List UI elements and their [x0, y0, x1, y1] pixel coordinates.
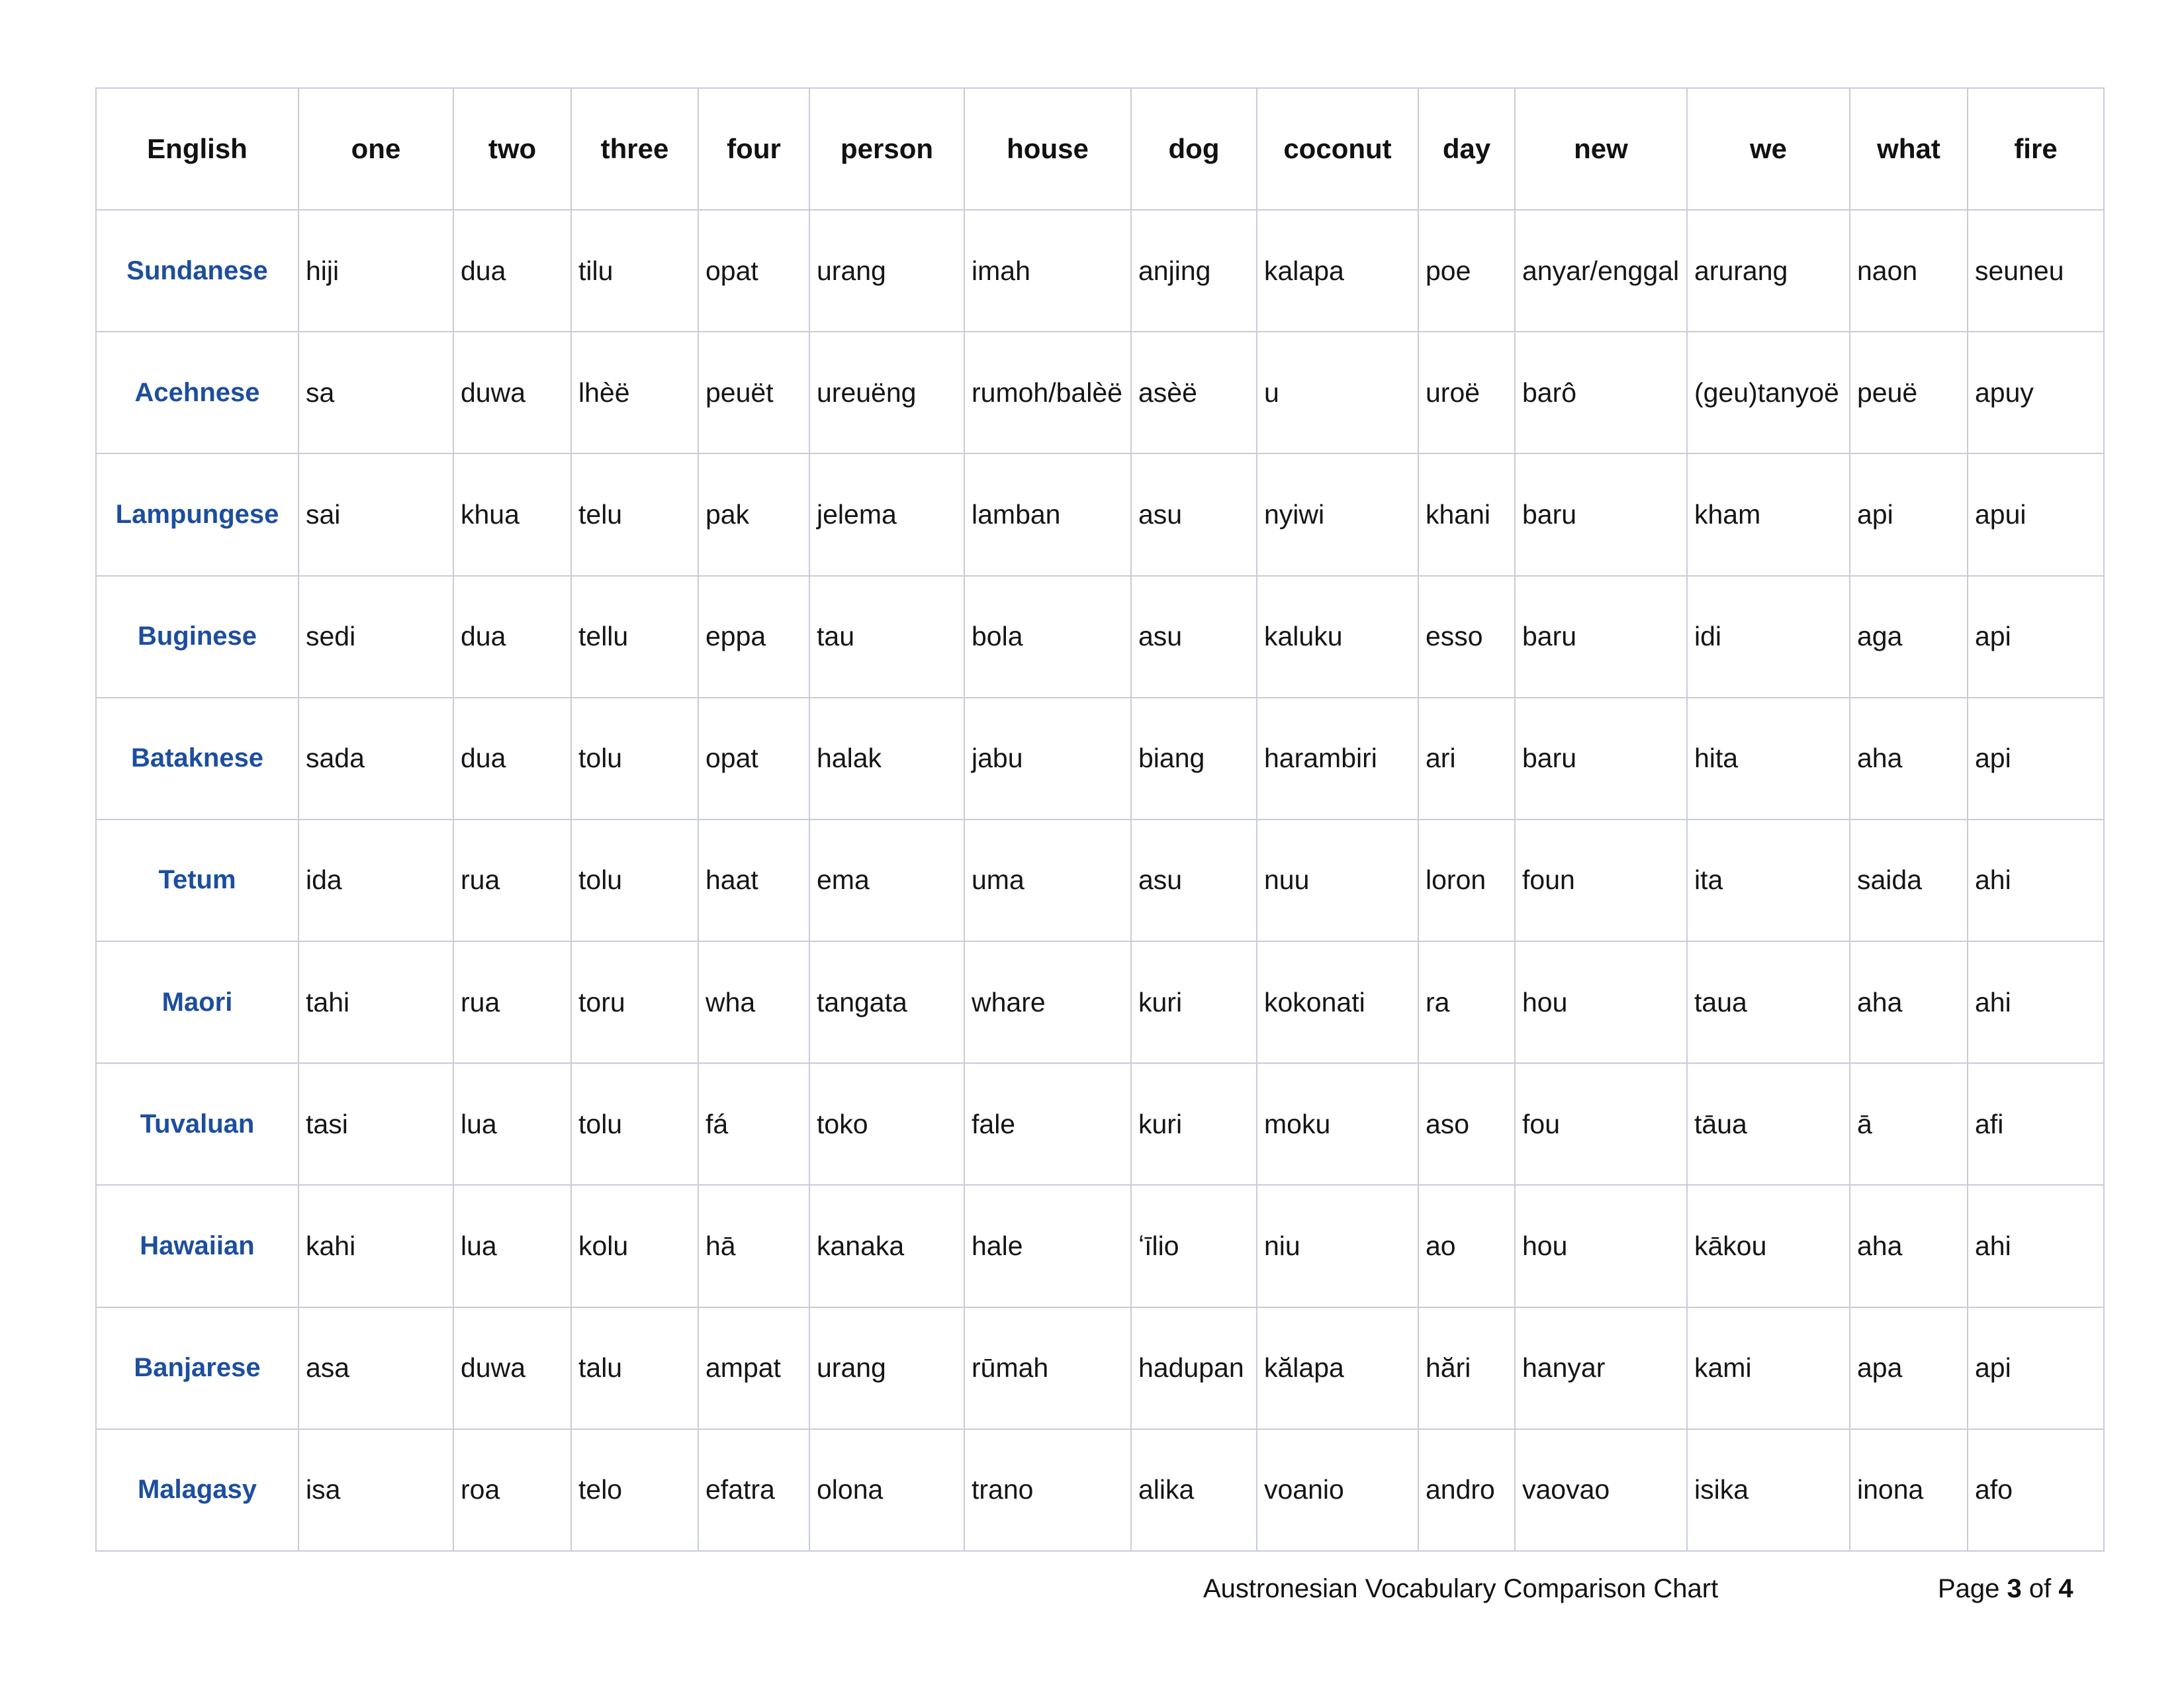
word-cell: voanio [1257, 1429, 1418, 1551]
table-row [96, 576, 2104, 698]
word-cell: eppa [698, 576, 809, 698]
footer-title: Austronesian Vocabulary Comparison Chart [1203, 1574, 1719, 1603]
table-body [96, 210, 2104, 1551]
word-cell: niu [1257, 1185, 1418, 1307]
word-cell: trano [964, 1429, 1131, 1551]
word-cell: asa [298, 1307, 453, 1429]
header-language-column: English [96, 88, 298, 210]
word-cell: ʻīlio [1131, 1185, 1257, 1307]
word-cell: dua [453, 576, 571, 698]
word-cell: inona [1850, 1429, 1968, 1551]
word-cell: urang [809, 210, 964, 332]
word-cell: tolu [571, 820, 698, 941]
word-cell: ra [1418, 941, 1515, 1063]
word-cell: asu [1131, 820, 1257, 941]
word-cell: baru [1515, 698, 1687, 820]
word-cell: asu [1131, 453, 1257, 575]
word-cell: ahi [1968, 941, 2104, 1063]
header-cell: day [1418, 88, 1515, 210]
word-cell: sa [298, 332, 453, 453]
header-cell: what [1850, 88, 1968, 210]
word-cell: tilu [571, 210, 698, 332]
word-cell: moku [1257, 1063, 1418, 1185]
word-cell: alika [1131, 1429, 1257, 1551]
word-cell: wha [698, 941, 809, 1063]
word-cell: api [1850, 453, 1968, 575]
word-cell: lhèë [571, 332, 698, 453]
word-cell: dua [453, 698, 571, 820]
word-cell: hā [698, 1185, 809, 1307]
header-cell: person [809, 88, 964, 210]
word-cell: asu [1131, 576, 1257, 698]
word-cell: poe [1418, 210, 1515, 332]
table-header [96, 88, 2104, 210]
word-cell: baru [1515, 576, 1687, 698]
header-cell: new [1515, 88, 1687, 210]
header-cell: dog [1131, 88, 1257, 210]
word-cell: tolu [571, 698, 698, 820]
word-cell: sada [298, 698, 453, 820]
header-cell: three [571, 88, 698, 210]
word-cell: apa [1850, 1307, 1968, 1429]
word-cell: peuët [698, 332, 809, 453]
word-cell: tasi [298, 1063, 453, 1185]
language-label: Sundanese [96, 210, 298, 332]
word-cell: fá [698, 1063, 809, 1185]
word-cell: ā [1850, 1063, 1968, 1185]
word-cell: kuri [1131, 941, 1257, 1063]
word-cell: seuneu [1968, 210, 2104, 332]
word-cell: uma [964, 820, 1131, 941]
table-row [96, 210, 2104, 332]
word-cell: saida [1850, 820, 1968, 941]
word-cell: ari [1418, 698, 1515, 820]
word-cell: efatra [698, 1429, 809, 1551]
header-cell: one [298, 88, 453, 210]
word-cell: tahi [298, 941, 453, 1063]
header-cell: coconut [1257, 88, 1418, 210]
word-cell: idi [1687, 576, 1850, 698]
language-label: Buginese [96, 576, 298, 698]
word-cell: tāua [1687, 1063, 1850, 1185]
header-cell: house [964, 88, 1131, 210]
word-cell: tau [809, 576, 964, 698]
word-cell: isa [298, 1429, 453, 1551]
word-cell: hita [1687, 698, 1850, 820]
word-cell: kham [1687, 453, 1850, 575]
word-cell: talu [571, 1307, 698, 1429]
word-cell: olona [809, 1429, 964, 1551]
word-cell: fale [964, 1063, 1131, 1185]
word-cell: pak [698, 453, 809, 575]
word-cell: api [1968, 576, 2104, 698]
word-cell: hou [1515, 941, 1687, 1063]
word-cell: sai [298, 453, 453, 575]
word-cell: tangata [809, 941, 964, 1063]
word-cell: tellu [571, 576, 698, 698]
word-cell: api [1968, 698, 2104, 820]
word-cell: aha [1850, 941, 1968, 1063]
word-cell: telu [571, 453, 698, 575]
word-cell: rua [453, 820, 571, 941]
word-cell: lamban [964, 453, 1131, 575]
word-cell: baru [1515, 453, 1687, 575]
word-cell: kălapa [1257, 1307, 1418, 1429]
page-total: 4 [2058, 1574, 2073, 1603]
word-cell: afi [1968, 1063, 2104, 1185]
word-cell: api [1968, 1307, 2104, 1429]
word-cell: naon [1850, 210, 1968, 332]
word-cell: rumoh/balèë [964, 332, 1131, 453]
word-cell: jelema [809, 453, 964, 575]
word-cell: telo [571, 1429, 698, 1551]
word-cell: nyiwi [1257, 453, 1418, 575]
table-row [96, 1185, 2104, 1307]
page-indicator [1938, 1574, 2073, 1604]
word-cell: hiji [298, 210, 453, 332]
table-row [96, 453, 2104, 575]
language-label: Bataknese [96, 698, 298, 820]
table-row [96, 1307, 2104, 1429]
word-cell: urang [809, 1307, 964, 1429]
word-cell: isika [1687, 1429, 1850, 1551]
word-cell: anyar/enggal [1515, 210, 1687, 332]
word-cell: khua [453, 453, 571, 575]
word-cell: rūmah [964, 1307, 1131, 1429]
word-cell: harambiri [1257, 698, 1418, 820]
table-row [96, 1063, 2104, 1185]
word-cell: lua [453, 1185, 571, 1307]
word-cell: apuy [1968, 332, 2104, 453]
header-cell: two [453, 88, 571, 210]
word-cell: imah [964, 210, 1131, 332]
word-cell: jabu [964, 698, 1131, 820]
table-row [96, 941, 2104, 1063]
header-cell: four [698, 88, 809, 210]
word-cell: tolu [571, 1063, 698, 1185]
word-cell: kahi [298, 1185, 453, 1307]
word-cell: duwa [453, 1307, 571, 1429]
word-cell: rua [453, 941, 571, 1063]
language-label: Tetum [96, 820, 298, 941]
header-row [96, 88, 2104, 210]
word-cell: toru [571, 941, 698, 1063]
word-cell: lua [453, 1063, 571, 1185]
word-cell: vaovao [1515, 1429, 1687, 1551]
word-cell: biang [1131, 698, 1257, 820]
word-cell: kami [1687, 1307, 1850, 1429]
word-cell: anjing [1131, 210, 1257, 332]
word-cell: ida [298, 820, 453, 941]
word-cell: fou [1515, 1063, 1687, 1185]
table-row [96, 1429, 2104, 1551]
word-cell: loron [1418, 820, 1515, 941]
word-cell: aha [1850, 698, 1968, 820]
word-cell: ao [1418, 1185, 1515, 1307]
word-cell: roa [453, 1429, 571, 1551]
word-cell: opat [698, 698, 809, 820]
word-cell: foun [1515, 820, 1687, 941]
word-cell: aha [1850, 1185, 1968, 1307]
word-cell: hări [1418, 1307, 1515, 1429]
language-label: Tuvaluan [96, 1063, 298, 1185]
word-cell: afo [1968, 1429, 2104, 1551]
word-cell: hadupan [1131, 1307, 1257, 1429]
page-of: of [2028, 1574, 2052, 1603]
word-cell: hale [964, 1185, 1131, 1307]
language-label: Hawaiian [96, 1185, 298, 1307]
word-cell: asèë [1131, 332, 1257, 453]
table-row [96, 820, 2104, 941]
word-cell: kākou [1687, 1185, 1850, 1307]
word-cell: ampat [698, 1307, 809, 1429]
word-cell: taua [1687, 941, 1850, 1063]
table-row [96, 698, 2104, 820]
word-cell: nuu [1257, 820, 1418, 941]
word-cell: uroë [1418, 332, 1515, 453]
word-cell: esso [1418, 576, 1515, 698]
word-cell: peuë [1850, 332, 1968, 453]
word-cell: bola [964, 576, 1131, 698]
word-cell: kanaka [809, 1185, 964, 1307]
language-label: Malagasy [96, 1429, 298, 1551]
page-prefix: Page [1938, 1574, 2000, 1603]
language-label: Banjarese [96, 1307, 298, 1429]
language-label: Acehnese [96, 332, 298, 453]
header-cell: fire [1968, 88, 2104, 210]
word-cell: hanyar [1515, 1307, 1687, 1429]
language-label: Maori [96, 941, 298, 1063]
word-cell: halak [809, 698, 964, 820]
word-cell: whare [964, 941, 1131, 1063]
word-cell: hou [1515, 1185, 1687, 1307]
vocabulary-table [95, 87, 2105, 1552]
word-cell: opat [698, 210, 809, 332]
word-cell: apui [1968, 453, 2104, 575]
word-cell: barô [1515, 332, 1687, 453]
word-cell: ahi [1968, 820, 2104, 941]
word-cell: kaluku [1257, 576, 1418, 698]
word-cell: (geu)tanyoë [1687, 332, 1850, 453]
page-current: 3 [2007, 1574, 2022, 1603]
table-row [96, 332, 2104, 453]
word-cell: kolu [571, 1185, 698, 1307]
word-cell: ahi [1968, 1185, 2104, 1307]
header-cell: we [1687, 88, 1850, 210]
word-cell: duwa [453, 332, 571, 453]
word-cell: sedi [298, 576, 453, 698]
word-cell: ureuëng [809, 332, 964, 453]
word-cell: khani [1418, 453, 1515, 575]
word-cell: arurang [1687, 210, 1850, 332]
word-cell: ita [1687, 820, 1850, 941]
word-cell: ema [809, 820, 964, 941]
word-cell: kuri [1131, 1063, 1257, 1185]
word-cell: dua [453, 210, 571, 332]
word-cell: u [1257, 332, 1418, 453]
word-cell: kokonati [1257, 941, 1418, 1063]
word-cell: andro [1418, 1429, 1515, 1551]
word-cell: haat [698, 820, 809, 941]
language-label: Lampungese [96, 453, 298, 575]
word-cell: toko [809, 1063, 964, 1185]
word-cell: kalapa [1257, 210, 1418, 332]
word-cell: aso [1418, 1063, 1515, 1185]
word-cell: aga [1850, 576, 1968, 698]
